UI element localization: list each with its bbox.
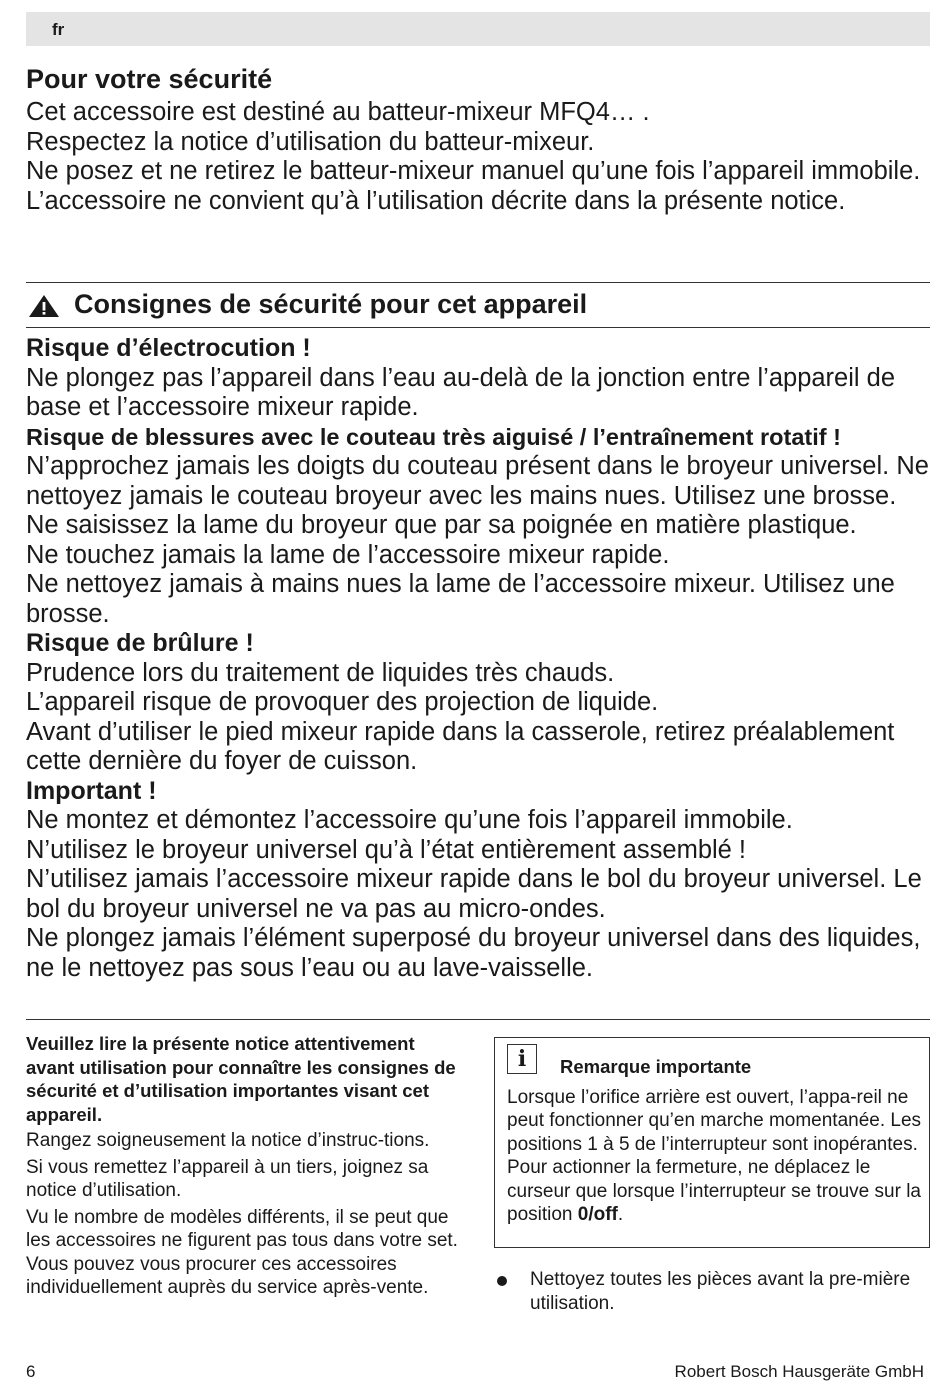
burn-text: Prudence lors du traitement de liquides très chauds. — [26, 658, 615, 687]
electro-title: Risque d’électrocution ! — [26, 334, 311, 362]
burn-title: Risque de brûlure ! — [26, 629, 254, 657]
intro-line: Respectez la notice d’utilisation du batteur-mixeur. — [26, 127, 595, 156]
important-note-box — [494, 1037, 930, 1248]
safety-body — [26, 334, 930, 983]
language-code: fr — [52, 20, 65, 39]
injury-text: Ne touchez jamais la lame de l’accessoire mixeur rapide. — [26, 540, 670, 569]
important-text: N’utilisez jamais l’accessoire mixeur rapide dans le bol du broyeur universel. Le bol du broyeur universel ne va pas au micro-ondes. — [26, 865, 922, 923]
info-icon: i — [507, 1044, 537, 1074]
note-position: 0/off — [577, 1204, 618, 1226]
page-number: 6 — [26, 1362, 36, 1381]
important-text: N’utilisez le broyeur universel qu’à l’état entièrement assemblé ! — [26, 835, 747, 864]
intro-line: Ne posez et ne retirez le batteur-mixeur manuel qu’une fois l’appareil immobile. — [26, 157, 921, 185]
language-bar — [26, 12, 930, 46]
left-paragraph: Rangez soigneusement la notice d’instruc-tions. — [26, 1130, 430, 1151]
intro-section — [26, 63, 930, 216]
note-title: Remarque importante — [560, 1056, 752, 1077]
section-divider — [26, 1019, 930, 1020]
burn-text: Avant d’utiliser le pied mixeur rapide dans la casserole, retirez préalablement cette dernière du foyer de cuisson. — [26, 717, 895, 775]
left-paragraph: Si vous remettez l’appareil à un tiers, joignez sa notice d’utilisation. — [26, 1156, 429, 1201]
bullet-icon — [497, 1276, 507, 1286]
company-name: Robert Bosch Hausgeräte GmbH — [674, 1362, 924, 1381]
intro-title: Pour votre sécurité — [26, 64, 273, 94]
read-notice-bold: Veuillez lire la présente notice attentivement avant utilisation pour connaître les consignes de sécurité et d’utilisation importantes visant cet appareil. — [26, 1033, 456, 1125]
warning-icon — [28, 294, 60, 318]
important-text: Ne montez et démontez l’accessoire qu’une fois l’appareil immobile. — [26, 806, 793, 834]
burn-text: L’appareil risque de provoquer des projection de liquide. — [26, 688, 659, 716]
safety-title: Consignes de sécurité pour cet appareil — [74, 289, 588, 319]
intro-line: Cet accessoire est destiné au batteur-mixeur MFQ4… . — [26, 98, 650, 126]
electro-text: Ne plongez pas l’appareil dans l’eau au-delà de la jonction entre l’appareil de base et l’accessoire mixeur rapide. — [26, 363, 896, 421]
important-title: Important ! — [26, 776, 157, 805]
bullet-text: Nettoyez toutes les pièces avant la pre-mière utilisation. — [530, 1269, 911, 1314]
important-text: Ne plongez jamais l’élément superposé du broyeur universel dans des liquides, ne le nettoyez pas sous l’eau ou au lave-vaisselle. — [26, 924, 921, 982]
note-text — [507, 1086, 922, 1226]
injury-title: Risque de blessures avec le couteau très aiguisé / l’entraînement rotatif ! — [26, 423, 841, 450]
injury-text: Ne nettoyez jamais à mains nues la lame de l’accessoire mixeur. Utilisez une brosse. — [26, 570, 895, 628]
note-end: . — [617, 1204, 624, 1226]
intro-line: L’accessoire ne convient qu’à l’utilisation décrite dans la présente notice. — [26, 186, 846, 215]
left-paragraph: Vu le nombre de modèles différents, il se peut que les accessoires ne figurent pas tous dans votre set. Vous pouvez vous procurer ces accessoires individuellement auprès du service après-vente. — [26, 1206, 458, 1298]
safety-header — [26, 282, 930, 328]
left-column — [26, 1032, 466, 1300]
injury-text: N’approchez jamais les doigts du couteau présent dans le broyeur universel. Ne nettoyez jamais le couteau broyeur avec les mains nues. Utilisez une brosse. Ne saisissez la lame du broyeur que par sa poignée en matière plastique. — [26, 452, 929, 539]
note-body: Lorsque l’orifice arrière est ouvert, l’appa-reil ne peut fonctionner qu’en marche momentanée. Les positions 1 à 5 de l’interrupteur sont inopérantes. Pour actionner la fermeture, ne déplacez le curseur que lorsque l’interrupteur se trouve sur la position — [507, 1087, 922, 1226]
